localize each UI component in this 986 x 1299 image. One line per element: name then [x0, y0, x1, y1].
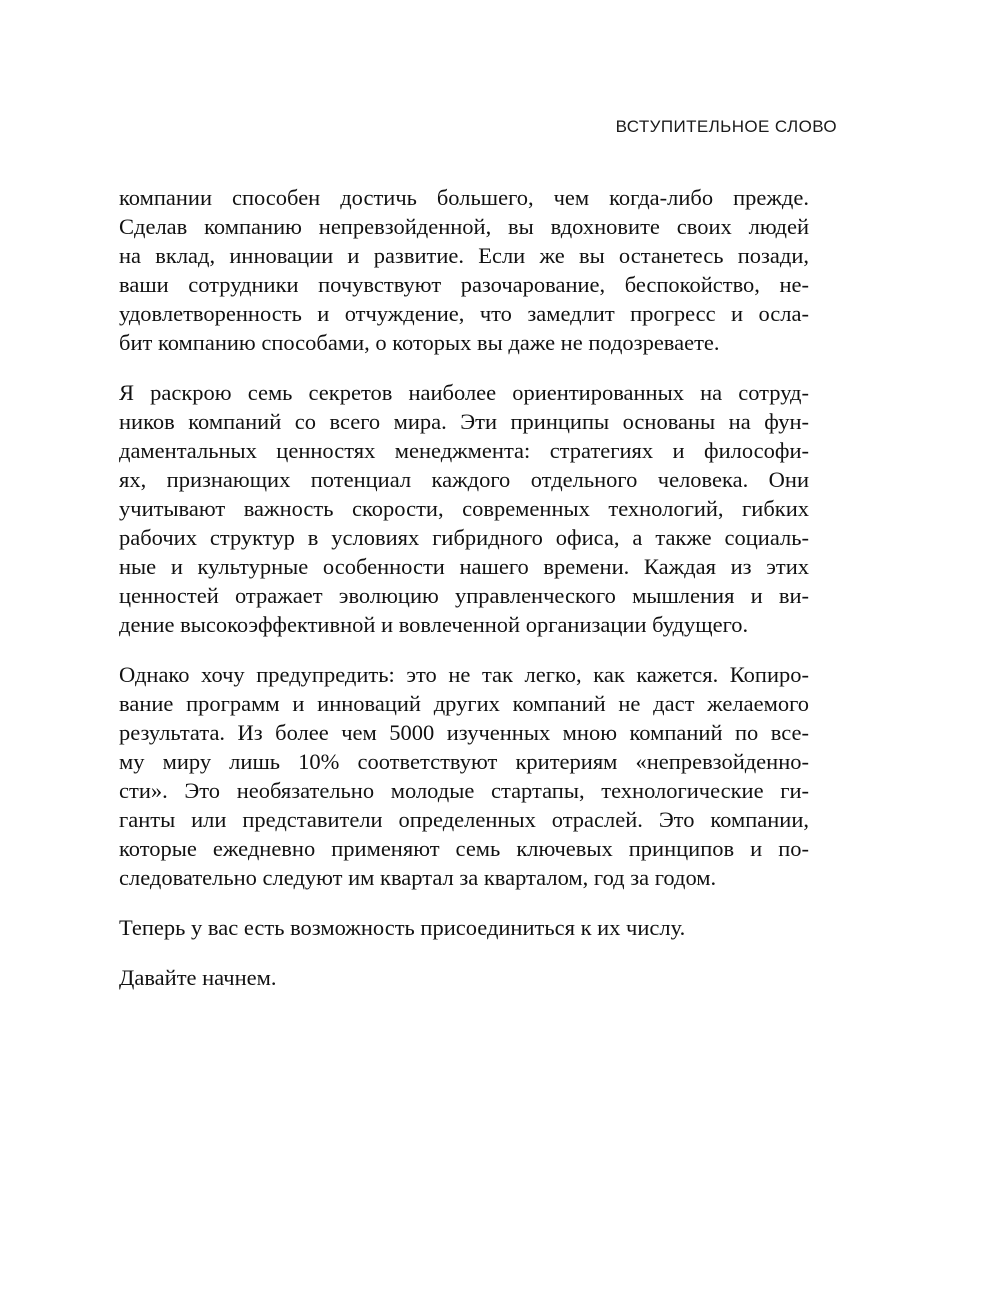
text-line: удовлетворенность и отчуждение, что замедлит прогресс и осла- — [119, 301, 809, 326]
text-line: компании способен достичь большего, чем когда-либо прежде. — [119, 185, 809, 210]
paragraph — [119, 183, 809, 357]
text-line: вание программ и инноваций других компаний не даст желаемого — [119, 691, 809, 716]
text-line: ценностей отражает эволюцию управленческого мышления и ви- — [119, 583, 809, 608]
text-line: ников компаний со всего мира. Эти принципы основаны на фун- — [119, 409, 809, 434]
text-line: ганты или представители определенных отраслей. Это компании, — [119, 807, 809, 832]
paragraph — [119, 963, 809, 992]
text-line: дение высокоэффективной и вовлеченной организации будущего. — [119, 612, 749, 637]
text-line: сти». Это необязательно молодые стартапы, технологические ги- — [119, 778, 809, 803]
text-line: Я раскрою семь секретов наиболее ориентированных на сотруд- — [119, 380, 809, 405]
paragraph — [119, 660, 809, 892]
text-line: Давайте начнем. — [119, 965, 277, 990]
text-line: ях, признающих потенциал каждого отдельного человека. Они — [119, 467, 809, 492]
text-line: Сделав компанию непревзойденной, вы вдохновите своих людей — [119, 214, 809, 239]
text-line: на вклад, инновации и развитие. Если же вы останетесь позади, — [119, 243, 809, 268]
running-head: ВСТУПИТЕЛЬНОЕ СЛОВО — [615, 117, 837, 136]
text-line: Однако хочу предупредить: это не так легко, как кажется. Копиро- — [119, 662, 809, 687]
text-line: му миру лишь 10% соответствуют критериям «непревзойденно- — [119, 749, 809, 774]
text-line: бит компанию способами, о которых вы даже не подозреваете. — [119, 330, 720, 355]
paragraph — [119, 378, 809, 639]
text-line: ные и культурные особенности нашего времени. Каждая из этих — [119, 554, 809, 579]
body-text — [119, 183, 809, 1013]
text-line: которые ежедневно применяют семь ключевых принципов и по- — [119, 836, 809, 861]
text-line: учитывают важность скорости, современных технологий, гибких — [119, 496, 809, 521]
text-line: следовательно следуют им квартал за кварталом, год за годом. — [119, 865, 717, 890]
text-line: Теперь у вас есть возможность присоединиться к их числу. — [119, 915, 686, 940]
paragraph — [119, 913, 809, 942]
text-line: рабочих структур в условиях гибридного офиса, а также социаль- — [119, 525, 809, 550]
text-line: даментальных ценностях менеджмента: стратегиях и философи- — [119, 438, 809, 463]
text-line: результата. Из более чем 5000 изученных мною компаний по все- — [119, 720, 809, 745]
text-line: ваши сотрудники почувствуют разочарование, беспокойство, не- — [119, 272, 809, 297]
